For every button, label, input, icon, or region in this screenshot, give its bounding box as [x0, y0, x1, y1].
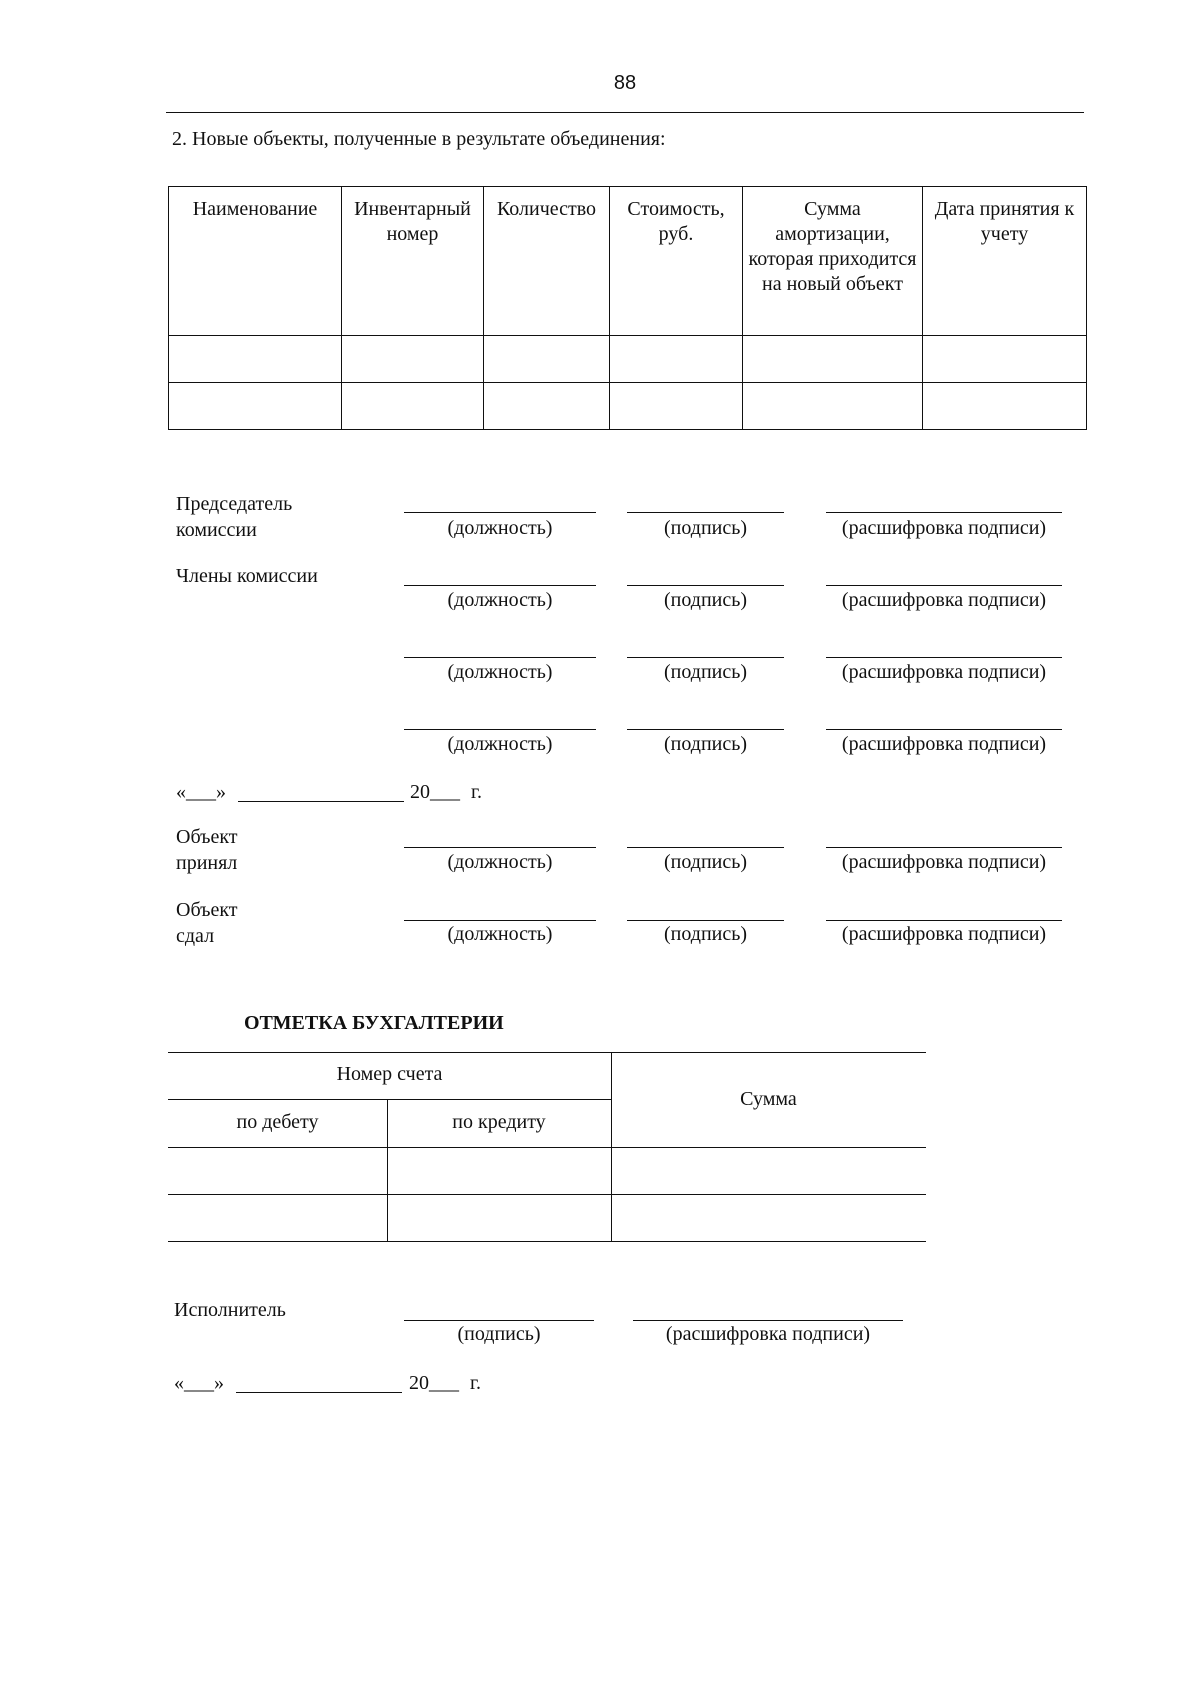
section-intro: 2. Новые объекты, полученные в результате объединения: — [172, 128, 666, 150]
signature-line[interactable] — [627, 920, 784, 921]
position-line[interactable] — [404, 729, 596, 730]
acct-table-top — [168, 1052, 926, 1053]
received-label: Объект принял — [176, 826, 238, 874]
decode-line[interactable] — [633, 1320, 903, 1321]
decode-caption: (расшифровка подписи) — [841, 923, 1047, 945]
decode-caption: (расшифровка подписи) — [841, 661, 1047, 683]
position-caption: (должность) — [447, 517, 553, 539]
signature-caption: (подпись) — [663, 733, 748, 755]
position-line[interactable] — [404, 920, 596, 921]
table-cell[interactable] — [342, 383, 484, 430]
decode-caption: (расшифровка подписи) — [841, 517, 1047, 539]
position-line[interactable] — [404, 847, 596, 848]
signature-line[interactable] — [627, 729, 784, 730]
position-caption: (должность) — [447, 589, 553, 611]
position-caption: (должность) — [447, 923, 553, 945]
sum-header: Сумма — [740, 1088, 797, 1110]
table-cell[interactable] — [610, 383, 743, 430]
table-cell[interactable] — [923, 383, 1087, 430]
date-year[interactable]: 20___ — [409, 1372, 459, 1394]
table-cell[interactable] — [743, 336, 923, 383]
date-suffix: г. — [470, 1372, 481, 1394]
decode-caption: (расшифровка подписи) — [665, 1323, 871, 1345]
decode-caption: (расшифровка подписи) — [841, 589, 1047, 611]
table-cell[interactable] — [743, 383, 923, 430]
table-cell[interactable] — [169, 383, 342, 430]
position-caption: (должность) — [447, 733, 553, 755]
decode-line[interactable] — [826, 657, 1062, 658]
signature-caption: (подпись) — [663, 661, 748, 683]
col-date-header: Дата принятия к учету — [923, 187, 1087, 336]
position-line[interactable] — [404, 657, 596, 658]
position-line[interactable] — [404, 585, 596, 586]
table-cell[interactable] — [484, 383, 610, 430]
new-objects-table — [168, 186, 1087, 430]
col-depreciation-header: Сумма амортизации, которая приходится на новый объект — [743, 187, 923, 336]
table-row — [169, 336, 1087, 383]
members-label: Члены комиссии — [176, 565, 318, 587]
signature-caption: (подпись) — [663, 589, 748, 611]
col-quantity-header: Количество — [484, 187, 610, 336]
position-line[interactable] — [404, 512, 596, 513]
decode-line[interactable] — [826, 920, 1062, 921]
table-header-row — [169, 187, 1087, 336]
position-caption: (должность) — [447, 661, 553, 683]
executor-label: Исполнитель — [174, 1299, 286, 1321]
page-number: 88 — [613, 72, 637, 94]
position-caption: (должность) — [447, 851, 553, 873]
chairman-label: Председатель комиссии — [176, 493, 293, 541]
acct-header-bottom — [168, 1147, 926, 1148]
header-divider — [166, 112, 1084, 113]
acct-row-line — [168, 1194, 926, 1195]
date-year[interactable]: 20___ — [410, 781, 460, 803]
date-day[interactable]: «___» — [176, 781, 226, 803]
decode-line[interactable] — [826, 847, 1062, 848]
signature-caption: (подпись) — [663, 851, 748, 873]
decode-line[interactable] — [826, 585, 1062, 586]
acct-subheader-line — [168, 1099, 611, 1100]
acct-col-divider — [611, 1052, 612, 1242]
table-cell[interactable] — [169, 336, 342, 383]
decode-line[interactable] — [826, 729, 1062, 730]
date-suffix: г. — [471, 781, 482, 803]
account-number-header: Номер счета — [336, 1063, 443, 1085]
signature-line[interactable] — [627, 585, 784, 586]
signature-line[interactable] — [627, 657, 784, 658]
signature-caption: (подпись) — [663, 517, 748, 539]
accounting-title: ОТМЕТКА БУХГАЛТЕРИИ — [244, 1012, 504, 1034]
decode-caption: (расшифровка подписи) — [841, 733, 1047, 755]
signature-line[interactable] — [627, 847, 784, 848]
decode-caption: (расшифровка подписи) — [841, 851, 1047, 873]
credit-header: по кредиту — [452, 1111, 546, 1133]
table-cell[interactable] — [342, 336, 484, 383]
table-cell[interactable] — [484, 336, 610, 383]
date-day[interactable]: «___» — [174, 1372, 224, 1394]
signature-line[interactable] — [627, 512, 784, 513]
handed-label: Объект сдал — [176, 899, 238, 947]
date-month-line[interactable] — [236, 1392, 402, 1393]
signature-caption: (подпись) — [663, 923, 748, 945]
table-cell[interactable] — [610, 336, 743, 383]
signature-caption: (подпись) — [457, 1323, 541, 1345]
date-month-line[interactable] — [238, 801, 404, 802]
table-row — [169, 383, 1087, 430]
acct-table-bottom — [168, 1241, 926, 1242]
signature-line[interactable] — [404, 1320, 594, 1321]
decode-line[interactable] — [826, 512, 1062, 513]
debit-header: по дебету — [236, 1111, 319, 1133]
col-cost-header: Стоимость, руб. — [610, 187, 743, 336]
col-name-header: Наименование — [169, 187, 342, 336]
col-inventory-header: Инвентарный номер — [342, 187, 484, 336]
table-cell[interactable] — [923, 336, 1087, 383]
